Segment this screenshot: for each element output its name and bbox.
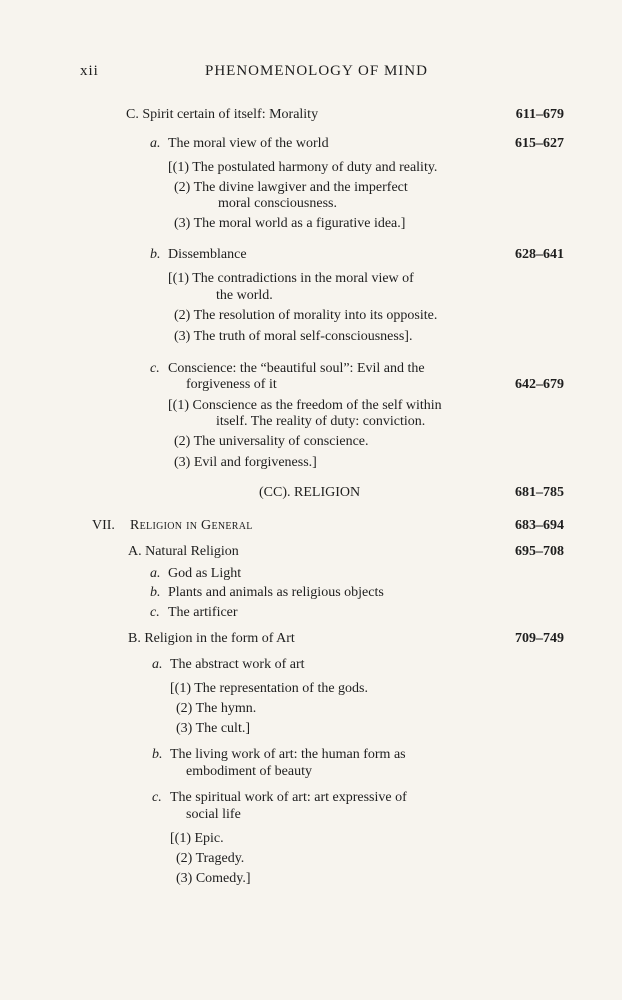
list-item: (3) Evil and forgiveness.]	[174, 455, 317, 470]
subsection-label: a.	[150, 136, 161, 151]
section-c-pages: 611–679	[515, 107, 564, 122]
section-b-title: B. Religion in the form of Art	[128, 631, 295, 646]
list-item: (2) The universality of conscience.	[174, 434, 369, 449]
list-item: [(1) The contradictions in the moral view of	[168, 271, 414, 286]
subsection-label: a.	[152, 657, 163, 672]
list-item: (3) The moral world as a figurative idea.]	[174, 216, 406, 231]
section-a-pages: 695–708	[515, 544, 564, 559]
subsection-label: a.	[150, 566, 161, 581]
part-heading: (CC). RELIGION	[259, 485, 361, 500]
list-item-continuation: itself. The reality of duty: conviction.	[216, 414, 426, 429]
list-item-continuation: moral consciousness.	[218, 196, 337, 211]
list-item: [(1) The postulated harmony of duty and reality.	[168, 160, 438, 175]
chapter-title: Religion in General	[130, 518, 253, 533]
list-item: [(1) Epic.	[170, 831, 224, 846]
page-number: xii	[80, 63, 99, 79]
list-item: (2) Tragedy.	[176, 851, 245, 866]
subsection-pages: 628–641	[515, 247, 564, 262]
subsection-label: b.	[152, 747, 163, 762]
subsection-title: The moral view of the world	[168, 136, 329, 151]
section-a-title: A. Natural Religion	[128, 544, 239, 559]
subsection-title-continuation: forgiveness of it	[186, 377, 277, 392]
subsection-pages: 642–679	[515, 377, 564, 392]
subsection-label: b.	[150, 585, 161, 600]
part-pages: 681–785	[515, 485, 564, 500]
subsection-title-continuation: social life	[186, 807, 241, 822]
list-item: (3) The truth of moral self-consciousness].	[174, 329, 413, 344]
chapter-pages: 683–694	[515, 518, 564, 533]
list-item: (2) The hymn.	[176, 701, 257, 716]
subsection-title: The living work of art: the human form as	[170, 747, 406, 762]
subsection-pages: 615–627	[515, 136, 564, 151]
subsection-label: c.	[152, 790, 162, 805]
subsection-title: The abstract work of art	[170, 657, 305, 672]
subsection-label: c.	[150, 605, 160, 620]
running-title: PHENOMENOLOGY OF MIND	[205, 63, 428, 79]
subsection-title: The artificer	[168, 605, 238, 620]
list-item: [(1) The representation of the gods.	[170, 681, 369, 696]
list-item: (2) The divine lawgiver and the imperfect	[174, 180, 408, 195]
subsection-title: Conscience: the “beautiful soul”: Evil and the	[168, 361, 425, 376]
list-item: (3) Comedy.]	[176, 871, 251, 886]
list-item-continuation: the world.	[216, 288, 273, 303]
subsection-title: Plants and animals as religious objects	[168, 585, 384, 600]
list-item: (2) The resolution of morality into its opposite.	[174, 308, 438, 323]
subsection-label: b.	[150, 247, 161, 262]
subsection-title-continuation: embodiment of beauty	[186, 764, 312, 779]
chapter-number: VII.	[92, 518, 115, 533]
list-item: [(1) Conscience as the freedom of the self within	[168, 398, 442, 413]
section-b-pages: 709–749	[515, 631, 564, 646]
section-c-title: C. Spirit certain of itself: Morality	[126, 107, 319, 122]
subsection-title: God as Light	[168, 566, 242, 581]
subsection-title: Dissemblance	[168, 247, 247, 262]
subsection-label: c.	[150, 361, 160, 376]
list-item: (3) The cult.]	[176, 721, 250, 736]
subsection-title: The spiritual work of art: art expressive of	[170, 790, 407, 805]
